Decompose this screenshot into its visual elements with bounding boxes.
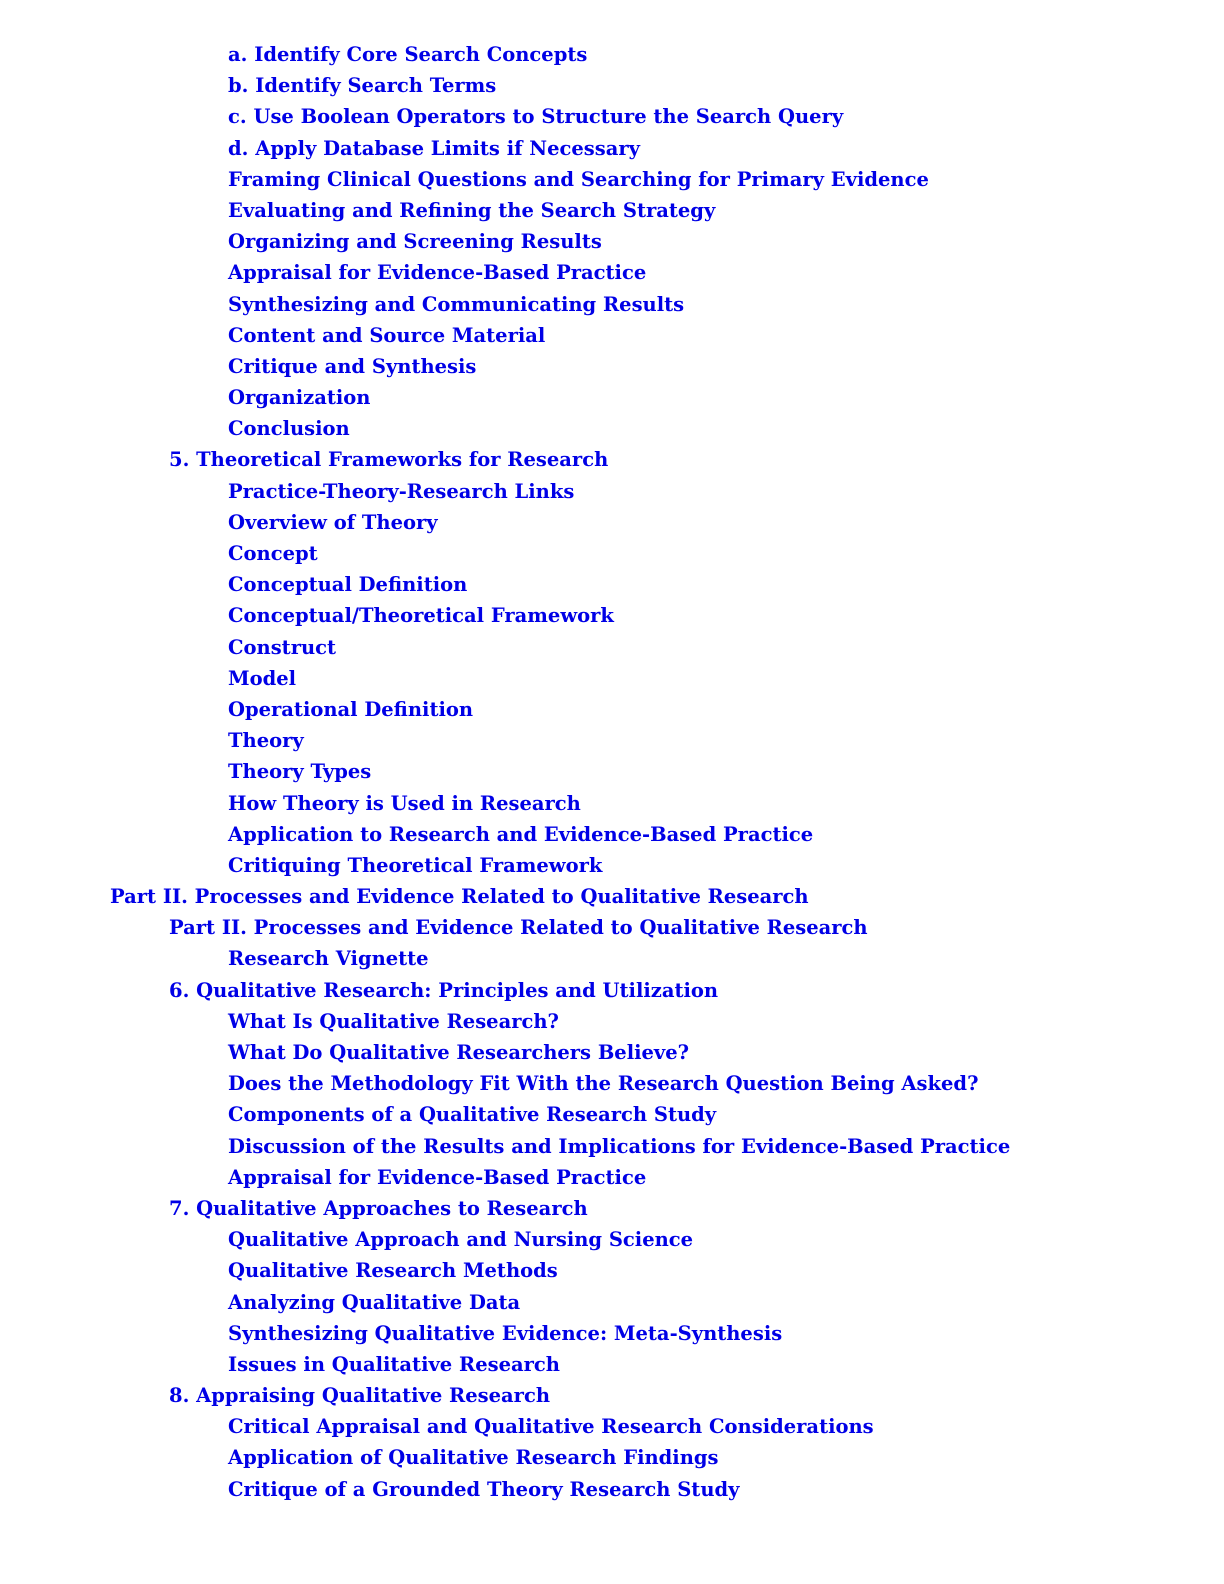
toc-section-link[interactable]: How Theory is Used in Research (228, 791, 581, 815)
toc-section-link[interactable]: d. Apply Database Limits if Necessary (228, 136, 640, 160)
toc-section-link[interactable]: Evaluating and Refining the Search Strategy (228, 198, 716, 222)
toc-section-link[interactable]: Conceptual Definition (228, 573, 468, 597)
toc-section-link[interactable]: Critiquing Theoretical Framework (228, 853, 603, 877)
toc-section-link[interactable]: Construct (228, 635, 337, 659)
toc-section-link[interactable]: Appraisal for Evidence-Based Practice (228, 261, 647, 285)
toc-section-link[interactable]: What Is Qualitative Research? (228, 1009, 559, 1033)
toc-section-link[interactable]: Research Vignette (228, 947, 429, 971)
toc-section-link[interactable]: Issues in Qualitative Research (228, 1352, 560, 1376)
toc-chapter-link[interactable]: 6. Qualitative Research: Principles and Utilization (169, 978, 719, 1002)
toc-section-link[interactable]: Application of Qualitative Research Findings (228, 1446, 719, 1470)
toc-section-link[interactable]: Conclusion (228, 417, 350, 441)
toc-section-link[interactable]: What Do Qualitative Researchers Believe? (228, 1041, 690, 1064)
toc-section-link[interactable]: Theory Types (228, 760, 372, 784)
toc-chapter-link[interactable]: 8. Appraising Qualitative Research (169, 1384, 551, 1408)
toc-part-link[interactable]: Part II. Processes and Evidence Related to Qualitative Research (110, 885, 809, 909)
toc-section-link[interactable]: Critique and Synthesis (228, 354, 477, 378)
toc-section-link[interactable]: a. Identify Core Search Concepts (228, 43, 588, 66)
toc-section-link[interactable]: Overview of Theory (228, 510, 438, 534)
toc-section-link[interactable]: Critique of a Grounded Theory Research Study (228, 1477, 740, 1501)
toc-section-link[interactable]: Concept (228, 542, 318, 565)
toc-chapter-link[interactable]: Part II. Processes and Evidence Related to Qualitative Research (169, 916, 868, 940)
toc-chapter-link[interactable]: 5. Theoretical Frameworks for Research (169, 448, 609, 472)
toc-section-link[interactable]: Components of a Qualitative Research Study (228, 1103, 717, 1127)
toc-section-link[interactable]: Appraisal for Evidence-Based Practice (228, 1165, 647, 1189)
toc-section-link[interactable]: c. Use Boolean Operators to Structure the Search Query (228, 105, 844, 129)
toc-section-link[interactable]: Analyzing Qualitative Data (228, 1290, 521, 1314)
toc-section-link[interactable]: Operational Definition (228, 697, 474, 721)
toc-section-link[interactable]: Framing Clinical Questions and Searching for Primary Evidence (228, 167, 929, 191)
toc-section-link[interactable]: Application to Research and Evidence-Based Practice (228, 822, 814, 846)
toc-section-link[interactable]: Qualitative Research Methods (228, 1259, 558, 1283)
toc-section-link[interactable]: Model (228, 666, 297, 690)
toc-section-link[interactable]: Synthesizing and Communicating Results (228, 292, 685, 316)
toc-section-link[interactable]: Qualitative Approach and Nursing Science (228, 1228, 694, 1252)
toc-section-link[interactable]: Synthesizing Qualitative Evidence: Meta-Synthesis (228, 1321, 783, 1345)
toc-section-link[interactable]: Organization (228, 386, 371, 410)
toc-chapter-link[interactable]: 7. Qualitative Approaches to Research (169, 1196, 588, 1220)
toc-section-link[interactable]: Content and Source Material (228, 323, 546, 347)
table-of-contents (0, 39, 1224, 1505)
toc-section-link[interactable]: Discussion of the Results and Implications for Evidence-Based Practice (228, 1134, 1011, 1158)
toc-section-link[interactable]: Conceptual/Theoretical Framework (228, 604, 614, 628)
toc-section-link[interactable]: Organizing and Screening Results (228, 230, 602, 254)
toc-section-link[interactable]: Practice-Theory-Research Links (228, 479, 575, 503)
toc-section-link[interactable]: b. Identify Search Terms (228, 74, 497, 98)
toc-section-link[interactable]: Theory (228, 729, 304, 753)
toc-section-link[interactable]: Critical Appraisal and Qualitative Research Considerations (228, 1415, 874, 1439)
toc-section-link[interactable]: Does the Methodology Fit With the Research Question Being Asked? (228, 1072, 979, 1096)
